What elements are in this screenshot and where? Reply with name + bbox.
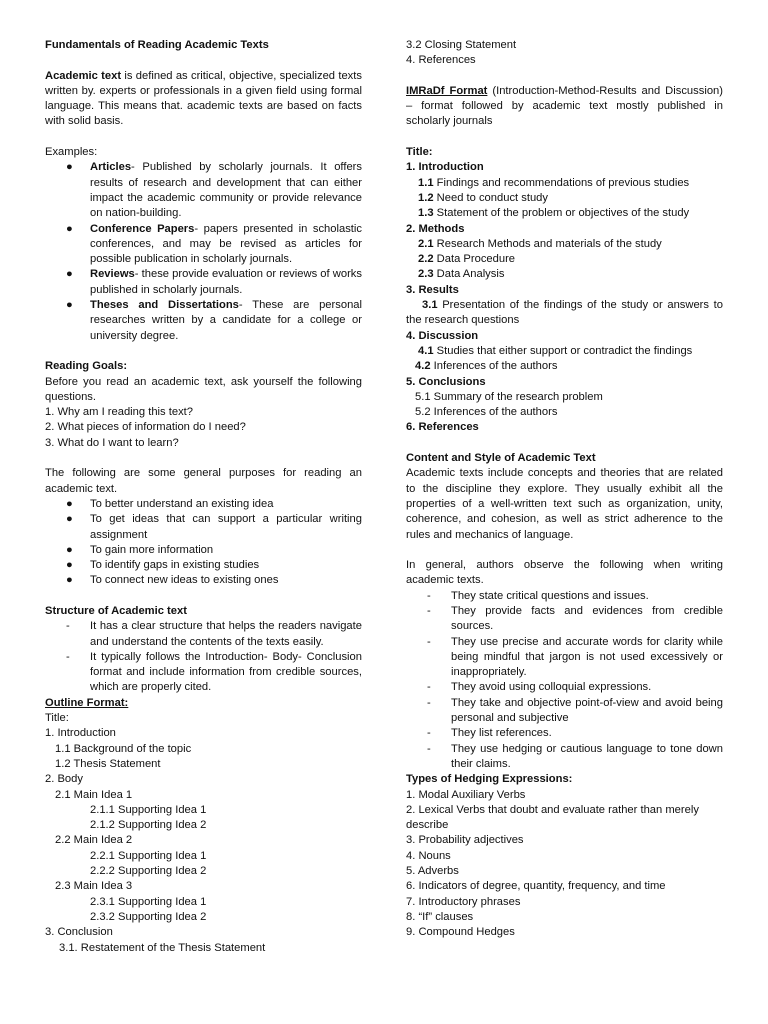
imrad-subsection — [406, 237, 723, 252]
imradf-paragraph — [406, 84, 723, 130]
document-title: Fundamentals of Reading Academic Texts — [45, 39, 269, 51]
list-item — [45, 267, 362, 298]
dash-icon: - — [427, 635, 431, 648]
list-item — [406, 696, 723, 727]
outline-line: 2.1 Main Idea 1 — [55, 788, 133, 801]
hedging-item: 8. “If” clauses — [406, 910, 474, 923]
imrad-section-heading: 4. Discussion — [406, 329, 479, 342]
imrad-subsection-text: Studies that either support or contradict the findings — [433, 344, 693, 357]
list-item — [45, 497, 362, 512]
question-item: 2. What pieces of information do I need? — [45, 421, 246, 434]
purpose-text: To gain more information — [90, 543, 214, 556]
outline-line: 2.2 Main Idea 2 — [55, 834, 133, 847]
definition-term: Academic text — [45, 69, 122, 82]
question-item: 3. What do I want to learn? — [45, 436, 179, 449]
observe-text: They state critical questions and issues. — [451, 589, 649, 602]
imrad-subsection-text: Inferences of the authors — [430, 406, 558, 419]
content-style-paragraph-2: In general, authors observe the following when writing academic texts. — [406, 559, 723, 587]
imrad-section-heading: 2. Methods — [406, 222, 465, 235]
outline-line: 1. Introduction — [45, 727, 116, 740]
example-desc: - these provide evaluation or reviews of works published in scholarly journals. — [90, 268, 362, 296]
imradf-term: IMRaDf Format — [406, 84, 488, 97]
dash-icon: - — [427, 727, 431, 740]
imrad-subsection-number: 5.1 — [415, 390, 431, 403]
bullet-icon: ● — [66, 222, 73, 235]
hedging-item: 4. Nouns — [406, 849, 451, 862]
question-item: 1. Why am I reading this text? — [45, 406, 193, 419]
dash-icon: - — [427, 696, 431, 709]
list-item — [45, 619, 362, 650]
hedging-item: 7. Introductory phrases — [406, 895, 521, 908]
imrad-subsection-number: 2.3 — [418, 268, 434, 281]
dash-icon: - — [66, 620, 70, 633]
imrad-subsection — [406, 359, 723, 374]
outline-line: 3.2 Closing Statement — [406, 39, 517, 51]
bullet-icon: ● — [66, 299, 73, 312]
example-term: Conference Papers — [90, 222, 195, 235]
list-item — [45, 650, 362, 696]
definition-text: is defined as critical, objective, specialized texts written by. experts or professionals in a given field using formal language. This means that. academic texts are based on facts with solid basis. — [45, 69, 362, 128]
purpose-text: To connect new ideas to existing ones — [90, 574, 279, 587]
list-item — [45, 160, 362, 221]
list-item — [406, 604, 723, 635]
bullet-icon: ● — [66, 574, 73, 587]
imrad-subsection-number: 1.3 — [418, 207, 434, 220]
bullet-icon: ● — [66, 559, 73, 572]
list-item — [406, 589, 723, 604]
imrad-subsection-text: Need to conduct study — [433, 191, 548, 204]
hedging-item: 5. Adverbs — [406, 865, 459, 878]
outline-line: 2.3.1 Supporting Idea 1 — [90, 895, 207, 908]
imrad-subsection-text: Data Procedure — [433, 253, 516, 266]
content-style-paragraph: Academic texts include concepts and theories that are related to the discipline they explore. They usually exhibit all the properties of a well-written text such as organization, unity, coherence, and cohesion, as well as strict adherence to the rules and mechanics of language. — [406, 467, 723, 541]
imrad-subsection — [406, 267, 723, 282]
imrad-subsection — [406, 390, 723, 405]
bullet-icon: ● — [66, 268, 73, 281]
list-item — [406, 742, 723, 773]
imrad-subsection-text: Research Methods and materials of the study — [433, 237, 662, 250]
outline-line: 2.3 Main Idea 3 — [55, 880, 133, 893]
dash-icon: - — [427, 742, 431, 755]
imrad-subsection — [406, 191, 723, 206]
imrad-subsection-text: Findings and recommendations of previous studies — [433, 176, 690, 189]
example-term: Theses and Dissertations — [90, 299, 239, 312]
imrad-outline — [406, 160, 723, 435]
list-item — [45, 298, 362, 344]
list-item — [45, 558, 362, 573]
hedging-heading: Types of Hedging Expressions: — [406, 773, 573, 786]
imrad-subsection-number: 4.2 — [415, 360, 431, 373]
hedging-item: 1. Modal Auxiliary Verbs — [406, 788, 526, 801]
purposes-list — [45, 497, 362, 589]
structure-list — [45, 619, 362, 695]
bullet-icon: ● — [66, 543, 73, 556]
outline-line: 2.2.1 Supporting Idea 1 — [90, 849, 207, 862]
outline-line: 2.3.2 Supporting Idea 2 — [90, 910, 207, 923]
outline-heading: Outline Format: — [45, 696, 129, 709]
bullet-icon: ● — [66, 497, 73, 510]
example-desc: - Published by scholarly journals. It offers results of research and development that can either impact the academic community or provide relevance on nation-building. — [90, 161, 362, 220]
imrad-subsection-number: 1.1 — [418, 176, 434, 189]
observe-text: They take and objective point-of-view and avoid being personal and subjective — [451, 696, 723, 725]
outline-list — [45, 711, 362, 956]
imrad-section-heading: 6. References — [406, 421, 479, 434]
right-column — [406, 38, 723, 941]
example-desc: - These are personal researches written by a candidate for a college or university degree. — [90, 299, 363, 342]
structure-text: It has a clear structure that helps the readers navigate and understand the contents of the texts easily. — [90, 620, 362, 648]
outline-line: Title: — [45, 712, 69, 725]
dash-icon: - — [427, 604, 431, 617]
bullet-icon: ● — [66, 513, 73, 526]
observe-text: They provide facts and evidences from credible sources. — [451, 604, 723, 633]
imrad-subsection-number: 1.2 — [418, 191, 434, 204]
outline-line: 1.1 Background of the topic — [55, 742, 192, 755]
content-style-heading: Content and Style of Academic Text — [406, 452, 596, 465]
purpose-text: To better understand an existing idea — [90, 497, 274, 510]
list-item — [45, 512, 362, 543]
hedging-item: 3. Probability adjectives — [406, 834, 524, 847]
reading-goals-heading: Reading Goals: — [45, 360, 128, 373]
imrad-title-label: Title: — [406, 146, 433, 159]
outline-line: 3.1. Restatement of the Thesis Statement — [59, 941, 266, 954]
outline-line: 2.1.2 Supporting Idea 2 — [90, 819, 207, 832]
hedging-item: 6. Indicators of degree, quantity, frequency, and time — [406, 880, 666, 893]
imrad-subsection-number: 3.1 — [422, 299, 438, 312]
hedging-item: 2. Lexical Verbs that doubt and evaluate rather than merely describe — [406, 803, 699, 832]
list-item — [45, 573, 362, 588]
purposes-intro: The following are some general purposes for reading an academic text. — [45, 467, 362, 495]
imrad-subsection-text: Statement of the problem or objectives of the study — [433, 207, 690, 220]
imrad-subsection-text: Presentation of the findings of the study or answers to the research questions — [406, 299, 723, 327]
examples-label: Examples: — [45, 146, 98, 159]
purpose-text: To identify gaps in existing studies — [90, 559, 260, 572]
imrad-subsection — [406, 298, 723, 329]
imrad-section-heading: 5. Conclusions — [406, 375, 486, 388]
bullet-icon: ● — [66, 161, 73, 174]
observe-text: They use hedging or cautious language to tone down their claims. — [451, 742, 723, 770]
imrad-subsection — [406, 206, 723, 221]
imrad-subsection-number: 2.1 — [418, 237, 434, 250]
list-item — [45, 543, 362, 558]
imrad-subsection-number: 5.2 — [415, 406, 431, 419]
imrad-section-heading: 3. Results — [406, 283, 459, 296]
list-item — [406, 726, 723, 741]
outline-line: 1.2 Thesis Statement — [55, 757, 161, 770]
imrad-subsection-number: 4.1 — [418, 344, 434, 357]
imrad-subsection-text: Inferences of the authors — [430, 360, 558, 373]
list-item — [45, 222, 362, 268]
outline-line: 2.2.2 Supporting Idea 2 — [90, 865, 207, 878]
observe-text: They avoid using colloquial expressions. — [451, 681, 652, 694]
imrad-subsection-text: Summary of the research problem — [430, 390, 603, 403]
imrad-subsection — [406, 344, 723, 359]
purpose-text: To get ideas that can support a particular writing assignment — [90, 513, 362, 541]
hedging-item: 9. Compound Hedges — [406, 926, 515, 939]
observe-text: They list references. — [451, 727, 552, 740]
structure-heading: Structure of Academic text — [45, 604, 187, 617]
imrad-subsection — [406, 252, 723, 267]
imrad-subsection — [406, 176, 723, 191]
reading-goals-intro: Before you read an academic text, ask yourself the following questions. — [45, 375, 362, 403]
definition-paragraph — [45, 69, 362, 130]
dash-icon: - — [427, 681, 431, 694]
observe-text: They use precise and accurate words for clarity while being mindful that jargon is not used excessively or inappropriately. — [451, 635, 723, 679]
imradf-desc: (Introduction-Method-Results and Discussion) – format followed by academic text mostly published in scholarly journals — [406, 84, 723, 128]
list-item — [406, 635, 723, 681]
imrad-subsection-text: Data Analysis — [433, 268, 505, 281]
hedging-list — [406, 788, 723, 941]
example-term: Articles — [90, 161, 132, 174]
outline-line: 2.1.1 Supporting Idea 1 — [90, 803, 207, 816]
imrad-subsection-number: 2.2 — [418, 253, 434, 266]
left-column — [45, 38, 362, 956]
examples-list — [45, 160, 362, 344]
list-item — [406, 680, 723, 695]
example-term: Reviews — [90, 268, 135, 281]
imrad-subsection — [406, 405, 723, 420]
dash-icon: - — [427, 589, 431, 602]
imrad-section-heading: 1. Introduction — [406, 161, 484, 174]
structure-text: It typically follows the Introduction- Body- Conclusion format and include information from credible sources, which are properly cited. — [90, 650, 362, 694]
outline-line: 2. Body — [45, 773, 83, 786]
authors-observe-list — [406, 589, 723, 773]
dash-icon: - — [66, 650, 70, 663]
outline-line: 4. References — [406, 54, 476, 67]
example-desc: - papers presented in scholastic conferences, and may be revised as articles for possible publication in scholarly journals. — [90, 222, 362, 266]
outline-line: 3. Conclusion — [45, 926, 113, 939]
